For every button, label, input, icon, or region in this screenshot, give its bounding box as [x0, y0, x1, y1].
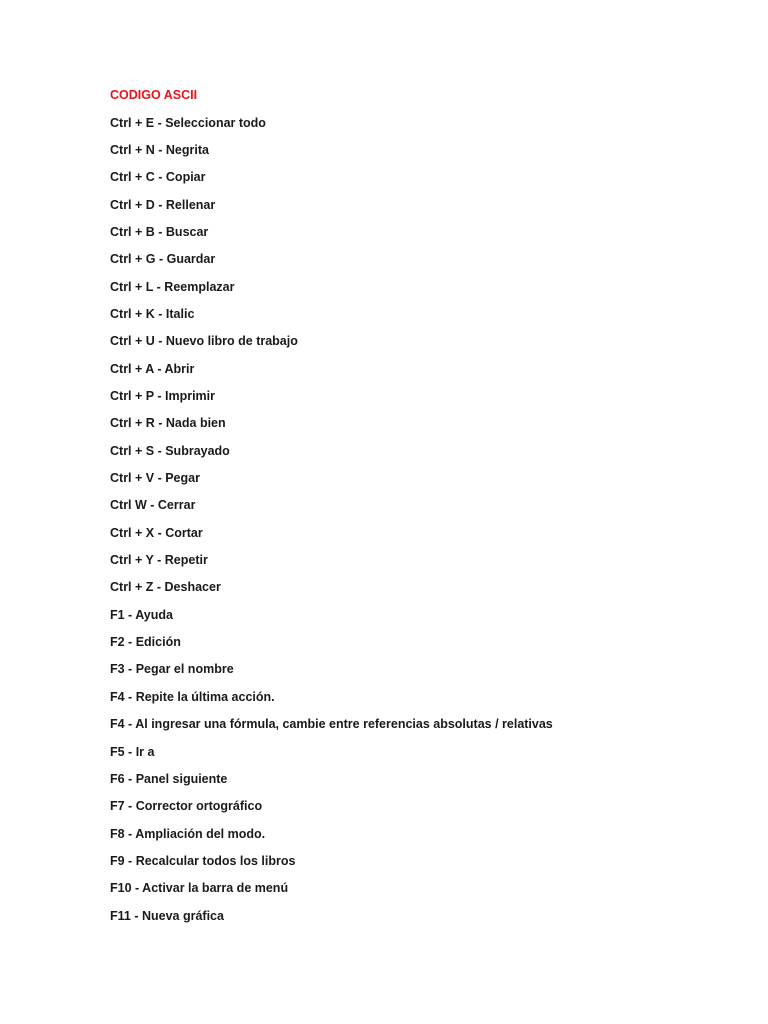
shortcut-line: Ctrl + G - Guardar	[110, 252, 216, 267]
shortcut-line: F3 - Pegar el nombre	[110, 662, 234, 677]
shortcut-line: Ctrl + Y - Repetir	[110, 553, 208, 568]
shortcut-line: Ctrl + S - Subrayado	[110, 443, 230, 458]
shortcut-line: F7 - Corrector ortográfico	[110, 799, 263, 814]
shortcut-line: F1 - Ayuda	[110, 607, 173, 622]
shortcut-line: Ctrl + U - Nuevo libro de trabajo	[110, 334, 298, 349]
shortcut-line: Ctrl + Z - Deshacer	[110, 580, 221, 595]
shortcut-line: F9 - Recalcular todos los libros	[110, 853, 296, 868]
shortcut-line: Ctrl + E - Seleccionar todo	[110, 115, 266, 130]
shortcut-line: Ctrl W - Cerrar	[110, 498, 196, 513]
shortcut-line: Ctrl + D - Rellenar	[110, 197, 216, 212]
shortcut-line: Ctrl + R - Nada bien	[110, 416, 226, 431]
shortcut-line: Ctrl + X - Cortar	[110, 525, 203, 540]
shortcut-line: Ctrl + K - Italic	[110, 307, 195, 321]
shortcut-line: F2 - Edición	[110, 635, 181, 650]
shortcut-line: Ctrl + B - Buscar	[110, 224, 209, 239]
shortcut-line: F11 - Nueva gráfica	[110, 908, 224, 923]
shortcut-list	[110, 114, 553, 934]
shortcut-line: F5 - Ir a	[110, 744, 155, 759]
shortcut-line: Ctrl + N - Negrita	[110, 142, 209, 157]
document-title: CODIGO ASCII	[110, 88, 198, 102]
shortcut-line: F8 - Ampliación del modo.	[110, 826, 266, 841]
shortcut-line: Ctrl + V - Pegar	[110, 471, 200, 486]
shortcut-line: Ctrl + L - Reemplazar	[110, 279, 235, 294]
shortcut-line: F10 - Activar la barra de menú	[110, 881, 289, 896]
shortcut-line: F4 - Repite la última acción.	[110, 689, 275, 704]
shortcut-line: F4 - Al ingresar una fórmula, cambie entre referencias absolutas / relativas	[110, 717, 553, 732]
shortcut-line: F6 - Panel siguiente	[110, 771, 228, 786]
shortcut-line: Ctrl + C - Copiar	[110, 170, 206, 185]
shortcut-line: Ctrl + A - Abrir	[110, 361, 195, 376]
shortcut-line: Ctrl + P - Imprimir	[110, 389, 216, 404]
